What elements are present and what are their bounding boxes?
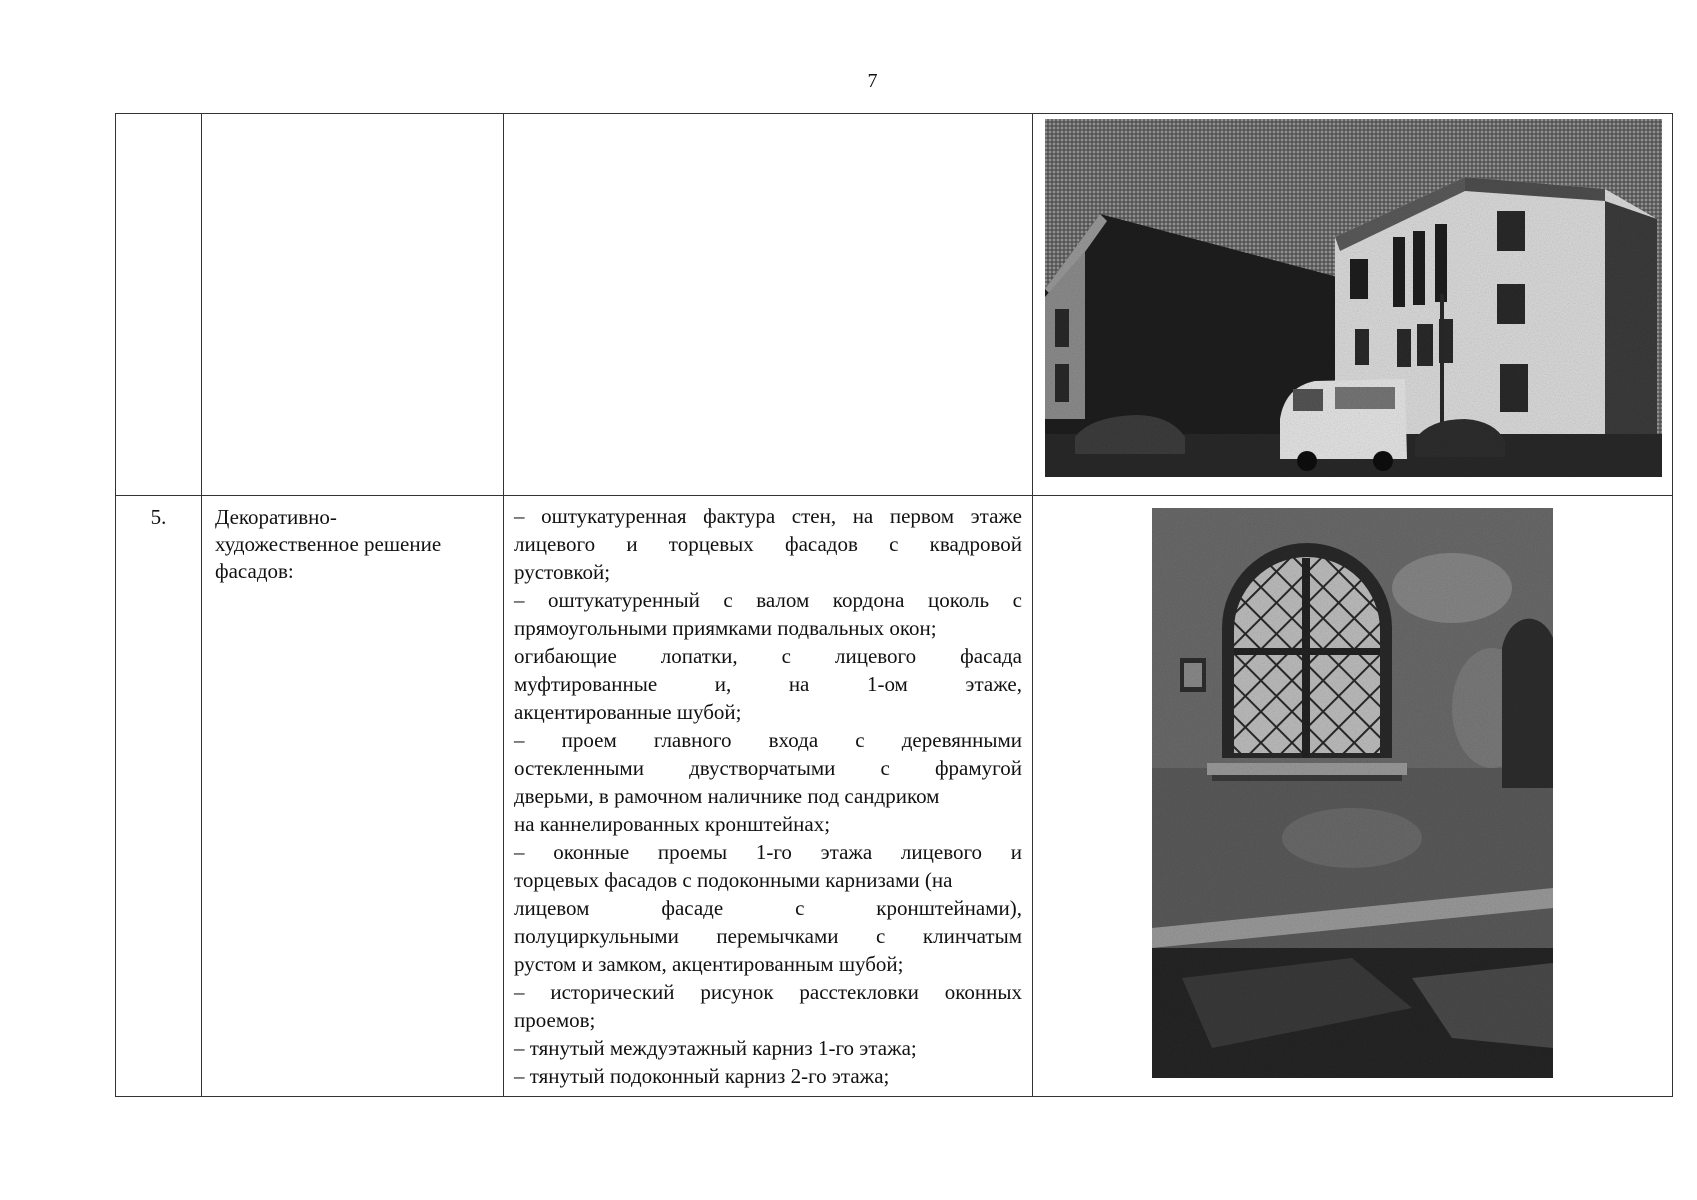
description-line: – тянутый междуэтажный карниз 1-го этажа; xyxy=(514,1036,917,1060)
description-line: – тянутый подоконный карниз 2-го этажа; xyxy=(514,1064,890,1088)
row-number-cell: 5. xyxy=(116,496,202,1097)
table-row xyxy=(116,114,1673,496)
item-description-cell xyxy=(504,114,1033,496)
description-line: лицевого и торцевых фасадов с квадровой xyxy=(514,532,1022,556)
item-name-line: фасадов: xyxy=(215,559,294,583)
description-line: рустом и замком, акцентированным шубой; xyxy=(514,952,904,976)
table-row xyxy=(116,496,1673,1097)
description-line: огибающие лопатки, с лицевого фасада xyxy=(514,644,1022,668)
description-line: проемов; xyxy=(514,1008,596,1032)
photo-building-vehicles xyxy=(1045,119,1662,477)
item-name-line: Декоративно- xyxy=(215,505,337,529)
description-line: лицевом фасаде с кронштейнами), xyxy=(514,896,1022,920)
description-line: – оштукатуренный с валом кордона цоколь с xyxy=(514,588,1022,612)
page-number: 7 xyxy=(867,70,878,92)
photo-cell xyxy=(1033,114,1673,496)
item-name-cell xyxy=(202,114,504,496)
description-line: – проем главного входа с деревянными xyxy=(514,728,1022,752)
description-line: полуциркульными перемычками с клинчатым xyxy=(514,924,1022,948)
item-name-cell xyxy=(202,496,504,1097)
description-line: остекленными двустворчатыми с фрамугой xyxy=(514,756,1022,780)
item-description-cell xyxy=(504,496,1033,1097)
description-line: дверьми, в рамочном наличнике под сандриком xyxy=(514,784,940,808)
description-line: акцентированные шубой; xyxy=(514,700,742,724)
description-line: на каннелированных кронштейнах; xyxy=(514,812,831,836)
description-line: – оштукатуренная фактура стен, на первом этаже xyxy=(514,504,1022,528)
building-photo-icon xyxy=(1045,119,1662,477)
item-name-line: художественное решение xyxy=(215,532,442,556)
row-number-cell xyxy=(116,114,202,496)
heritage-table xyxy=(115,113,1673,1097)
photo-cell xyxy=(1033,496,1673,1097)
description-lines xyxy=(514,502,1022,1090)
description-line: торцевых фасадов с подоконными карнизами (на xyxy=(514,868,953,892)
description-line: – оконные проемы 1-го этажа лицевого и xyxy=(514,840,1022,864)
description-line: – исторический рисунок расстекловки оконных xyxy=(514,980,1022,1004)
arched-window-photo-icon xyxy=(1152,508,1553,1078)
description-line: муфтированные и, на 1-ом этаже, xyxy=(514,672,1022,696)
photo-arched-window xyxy=(1152,508,1553,1078)
description-line: рустовкой; xyxy=(514,560,611,584)
description-line: прямоугольными приямками подвальных окон; xyxy=(514,616,937,640)
